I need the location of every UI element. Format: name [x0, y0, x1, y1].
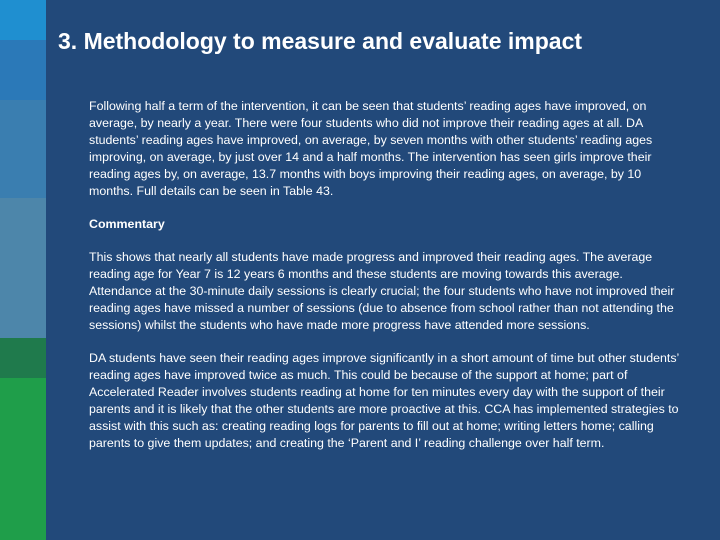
commentary-paragraph-1: This shows that nearly all students have made progress and improved their reading ages. The average reading age for Year 7 is 12 years 6 months and these students are moving towards this average. Attendance at the 30-minute daily sessions is clearly crucial; the four students who have not improved their reading ages have missed a number of sessions (due to absence from school rather than not attending the sessions) whilst the students who have made more progress have attended more sessions. [89, 250, 675, 332]
intro-paragraph: Following half a term of the intervention, it can be seen that students’ reading ages have improved, on average, by nearly a year. There were four students who did not improve their reading ages at all. DA students’ reading ages have improved, on average, by seven months with other students’ reading ages improving, on average, by just over 14 and a half months. The intervention has seen girls improve their reading ages by, on average, 13.7 months with boys improving their reading ages, on average, by 10 months. Full details can be seen in Table 43. [89, 99, 653, 198]
strip-segment-6 [0, 378, 46, 540]
decorative-side-strip [0, 0, 46, 540]
strip-segment-1 [0, 0, 46, 40]
commentary-paragraph-2: DA students have seen their reading ages improve significantly in a short amount of time but other students’ reading ages have improved twice as much. This could be because of the support at home; part of Accelerated Reader involves students reading at home for ten minutes every day with the support of their parents and it is likely that the other students are more proactive at this. CCA has implemented strategies to assist with this such as: creating reading logs for parents to fill out at home; writing letters home; calling parents to give them updates; and creating the ‘Parent and I’ reading challenge over half term. [89, 351, 679, 450]
strip-segment-4 [0, 198, 46, 338]
slide-body [89, 98, 683, 468]
strip-segment-3 [0, 100, 46, 198]
strip-segment-2 [0, 40, 46, 100]
slide-title: 3. Methodology to measure and evaluate impact [58, 28, 583, 54]
strip-segment-5 [0, 338, 46, 378]
commentary-heading: Commentary [89, 217, 165, 231]
